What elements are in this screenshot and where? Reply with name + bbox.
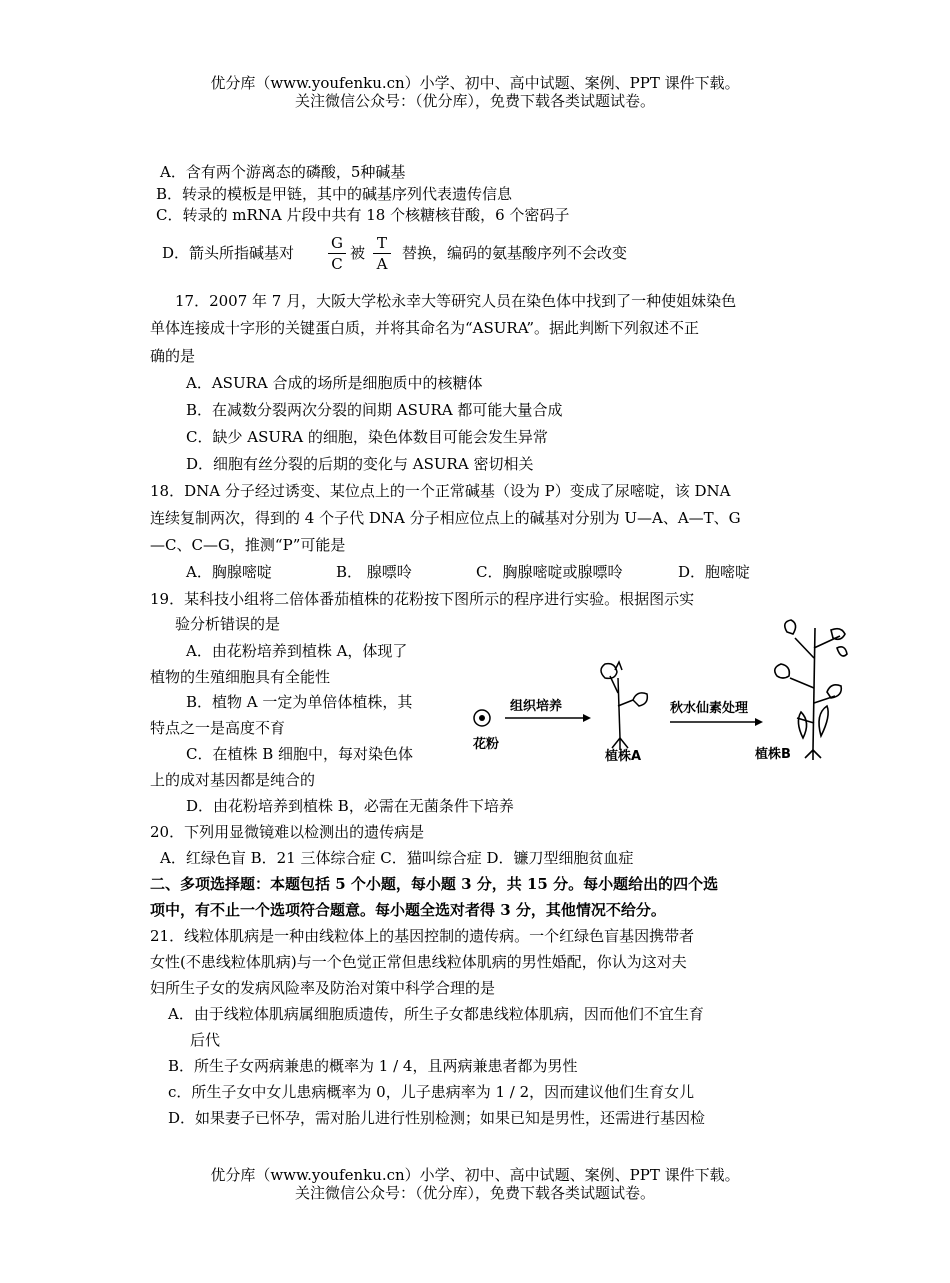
q20-options: A．红绿色盲 B．21 三体综合症 C．猫叫综合症 D．镰刀型细胞贫血症 [160,849,634,867]
q19-option-b-1: B．植物 A 一定为单倍体植株，其 [186,693,413,711]
q21-option-a-2: 后代 [190,1031,221,1049]
arrow-1-icon [505,714,591,722]
q18-option-d: D．胞嘧啶 [678,563,751,581]
q19-option-a-2: 植物的生殖细胞具有全能性 [150,668,331,686]
q17-stem-3: 确的是 [150,347,196,365]
q19-stem-2: 验分析错误的是 [175,615,281,633]
q21-stem-2: 女性(不患线粒体肌病)与一个色觉正常但患线粒体肌病的男性婚配，你认为这对夫 [150,953,687,971]
q18-option-a: A．胸腺嘧啶 [186,563,272,581]
header-line-2: 关注微信公众号：（优分库），免费下载各类试题试卷。 [294,92,655,110]
q16-base-pair-ta: T A [371,234,393,273]
q16-option-d-prefix: D．箭头所指碱基对 [162,244,295,262]
q20-stem: 20．下列用显微镜难以检测出的遗传病是 [150,823,425,841]
q18-stem-3: —C、C—G，推测“P”可能是 [150,536,346,554]
q17-stem-1: 17．2007 年 7 月，大阪大学松永幸大等研究人员在染色体中找到了一种使姐妹染色 [175,292,737,310]
q17-option-c: C．缺少 ASURA 的细胞，染色体数目可能会发生异常 [186,428,548,446]
q17-stem-2: 单体连接成十字形的关键蛋白质，并将其命名为“ASURA”。据此判断下列叙述不正 [150,319,700,337]
footer-line-1: 优分库（www.youfenku.cn）小学、初中、高中试题、案例、PPT 课件下载。 [210,1166,740,1184]
arrow-2-icon [670,718,763,726]
q17-option-d: D．细胞有丝分裂的后期的变化与 ASURA 密切相关 [186,455,534,473]
q21-option-b: B．所生子女两病兼患的概率为 1 / 4，且两病兼患者都为男性 [168,1057,578,1075]
q17-option-a: A．ASURA 合成的场所是细胞质中的核糖体 [186,374,483,392]
q16-option-d-suffix: 替换，编码的氨基酸序列不会改变 [402,244,628,262]
label-colchicine: 秋水仙素处理 [670,701,749,716]
q16-option-b: B．转录的模板是甲链，其中的碱基序列代表遗传信息 [156,185,513,203]
label-pollen: 花粉 [473,737,500,752]
q21-option-d: D．如果妻子已怀孕，需对胎儿进行性别检测；如果已知是男性，还需进行基因检 [168,1109,706,1127]
section2-line-1: 二、多项选择题：本题包括 5 个小题，每小题 3 分，共 15 分。每小题给出的四个选 [150,875,719,893]
footer-line-2: 关注微信公众号：（优分库），免费下载各类试题试卷。 [294,1184,655,1202]
label-tissue-culture: 组织培养 [510,699,563,714]
q21-option-a-1: A．由于线粒体肌病属细胞质遗传，所生子女都患线粒体肌病，因而他们不宜生育 [168,1005,704,1023]
q19-option-a-1: A．由花粉培养到植株 A，体现了 [186,642,408,660]
q16-option-c: C．转录的 mRNA 片段中共有 18 个核糖核苷酸，6 个密码子 [156,206,570,224]
q19-experiment-figure [465,618,860,778]
q19-option-b-2: 特点之一是高度不育 [150,719,286,737]
header-line-1: 优分库（www.youfenku.cn）小学、初中、高中试题、案例、PPT 课件下载。 [210,74,740,92]
section2-line-2: 项中，有不止一个选项符合题意。每小题全选对者得 3 分，其他情况不给分。 [150,901,666,919]
q19-option-d: D．由花粉培养到植株 B，必需在无菌条件下培养 [186,797,514,815]
q18-stem-2: 连续复制两次，得到的 4 个子代 DNA 分子相应位点上的碱基对分别为 U—A、A—T、G [150,509,741,527]
q16-option-a: A．含有两个游离态的磷酸，5种碱基 [160,163,406,181]
q21-stem-1: 21．线粒体肌病是一种由线粒体上的基因控制的遗传病。一个红绿色盲基因携带者 [150,927,695,945]
q21-option-c: c．所生子女中女儿患病概率为 0，儿子患病率为 1 / 2，因而建议他们生育女儿 [168,1083,695,1101]
q21-stem-3: 妇所生子女的发病风险率及防治对策中科学合理的是 [150,979,496,997]
q19-option-c-2: 上的成对基因都是纯合的 [150,771,316,789]
label-plant-a: 植株A [605,749,642,764]
label-plant-b: 植株B [755,747,791,762]
q18-stem-1: 18．DNA 分子经过诱变、某位点上的一个正常碱基（设为 P）变成了尿嘧啶，该 DNA [150,482,731,500]
q19-stem-1: 19．某科技小组将二倍体番茄植株的花粉按下图所示的程序进行实验。根据图示实 [150,590,695,608]
q16-option-d-mid: 被 [350,244,366,262]
q17-option-b: B．在减数分裂两次分裂的间期 ASURA 都可能大量合成 [186,401,563,419]
q16-base-pair-gc: G C [326,234,348,273]
q19-option-c-1: C．在植株 B 细胞中，每对染色体 [186,745,414,763]
plant-a-icon [601,662,647,750]
q18-option-c: C．胸腺嘧啶或腺嘌呤 [476,563,623,581]
q18-option-b: B． 腺嘌呤 [336,563,412,581]
plant-b-icon [775,620,847,760]
pollen-cell-icon [474,710,490,726]
